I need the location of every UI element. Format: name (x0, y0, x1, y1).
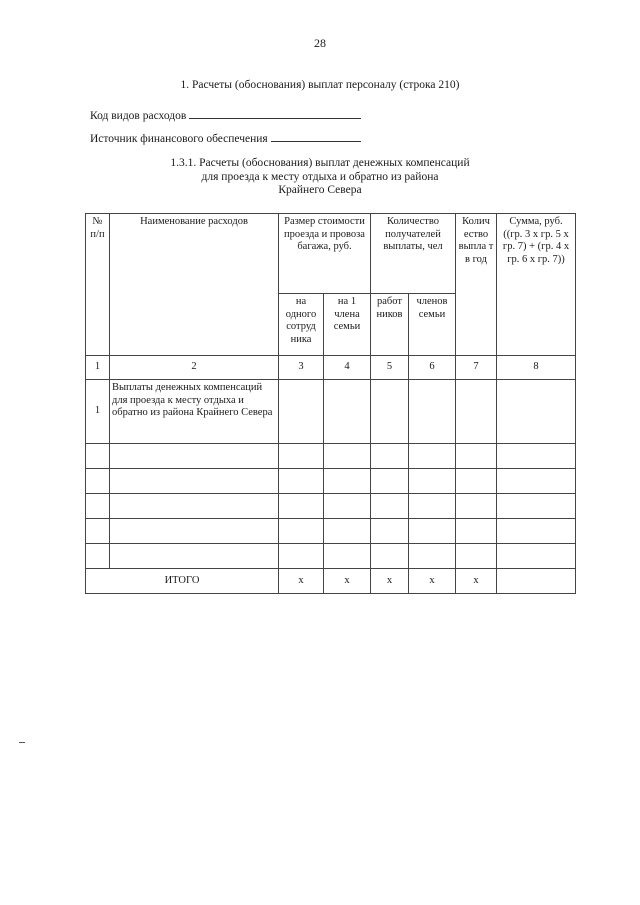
table-cell (456, 444, 497, 469)
table-cell (110, 494, 279, 519)
funding-source-blank (271, 131, 361, 142)
table-cell (86, 544, 110, 569)
total-row (86, 569, 576, 594)
header-cost-group: Размер стоимости проезда и провоза багажа, руб. (279, 214, 371, 294)
table-cell (110, 519, 279, 544)
table-cell (456, 380, 497, 444)
table-cell (497, 544, 576, 569)
section-title: 1. Расчеты (обоснования) выплат персоналу (строка 210) (180, 79, 460, 91)
table-subtitle (0, 157, 640, 198)
header-cost-per-family-member: на 1 члена семьи (324, 294, 371, 356)
table-cell (497, 494, 576, 519)
table-cell (110, 469, 279, 494)
table-cell (371, 469, 409, 494)
table-cell (324, 519, 371, 544)
table-cell (497, 519, 576, 544)
total-mark: x (324, 569, 371, 594)
table-cell (456, 519, 497, 544)
table-cell (110, 444, 279, 469)
table-cell (409, 494, 456, 519)
table-row (86, 380, 576, 444)
header-payments-per-year: Колич ество выпла т в год (456, 214, 497, 356)
column-number: 4 (324, 356, 371, 380)
table-cell (409, 444, 456, 469)
table-cell (409, 469, 456, 494)
row-number: 1 (86, 380, 110, 444)
total-sum-cell (497, 569, 576, 594)
table-cell (371, 494, 409, 519)
page-number: 28 (314, 36, 326, 50)
table-cell (371, 519, 409, 544)
funding-source-label: Источник финансового обеспечения (90, 133, 268, 145)
table-cell (456, 544, 497, 569)
column-number: 3 (279, 356, 324, 380)
header-recipients-family: членов семьи (409, 294, 456, 356)
total-mark: x (279, 569, 324, 594)
empty-row (86, 444, 576, 469)
table-cell (279, 494, 324, 519)
subtitle-line-2: для проезда к месту отдыха и обратно из района (201, 170, 439, 183)
margin-mark (19, 742, 25, 743)
empty-row (86, 544, 576, 569)
table-cell (497, 444, 576, 469)
header-row (86, 214, 576, 294)
table-cell (279, 469, 324, 494)
table-cell (409, 380, 456, 444)
expense-code-field (90, 108, 361, 122)
empty-row (86, 469, 576, 494)
empty-row (86, 519, 576, 544)
table-cell (456, 469, 497, 494)
column-number: 8 (497, 356, 576, 380)
table-cell (371, 544, 409, 569)
column-number: 6 (409, 356, 456, 380)
header-name: Наименование расходов (110, 214, 279, 356)
column-number: 5 (371, 356, 409, 380)
table-cell (497, 469, 576, 494)
row-expense-name: Выплаты денежных компенсаций для проезда к месту отдыха и обратно из района Крайнего Севера (110, 380, 279, 444)
table-cell (279, 519, 324, 544)
table-cell (324, 444, 371, 469)
table-cell (324, 469, 371, 494)
total-mark: x (456, 569, 497, 594)
table-cell (324, 380, 371, 444)
table-cell (279, 380, 324, 444)
column-number: 2 (110, 356, 279, 380)
funding-source-field (90, 131, 361, 145)
table-cell (86, 494, 110, 519)
compensation-table (85, 213, 576, 594)
table-cell (110, 544, 279, 569)
total-label: ИТОГО (86, 569, 279, 594)
table-cell (279, 544, 324, 569)
table-cell (456, 494, 497, 519)
expense-code-label: Код видов расходов (90, 110, 187, 122)
expense-code-blank (189, 108, 361, 119)
column-number: 7 (456, 356, 497, 380)
table-cell (86, 444, 110, 469)
column-number-row (86, 356, 576, 380)
total-mark: x (409, 569, 456, 594)
table-cell (371, 444, 409, 469)
table-cell (409, 544, 456, 569)
table-cell (371, 380, 409, 444)
header-num: № п/п (86, 214, 110, 356)
total-mark: x (371, 569, 409, 594)
table-cell (324, 494, 371, 519)
subtitle-line-3: Крайнего Севера (278, 184, 362, 196)
table-cell (279, 444, 324, 469)
table-cell (324, 544, 371, 569)
table-cell (86, 469, 110, 494)
header-recipients-group: Количество получателей выплаты, чел (371, 214, 456, 294)
header-recipients-workers: работ ников (371, 294, 409, 356)
subtitle-line-1: 1.3.1. Расчеты (обоснования) выплат денежных компенсаций (170, 157, 470, 169)
table-cell (409, 519, 456, 544)
table-cell (86, 519, 110, 544)
empty-row (86, 494, 576, 519)
column-number: 1 (86, 356, 110, 380)
header-cost-per-employee: на одного сотруд ника (279, 294, 324, 356)
table-cell (497, 380, 576, 444)
header-sum: Сумма, руб. ((гр. 3 х гр. 5 х гр. 7) + (гр. 4 х гр. 6 х гр. 7)) (497, 214, 576, 356)
